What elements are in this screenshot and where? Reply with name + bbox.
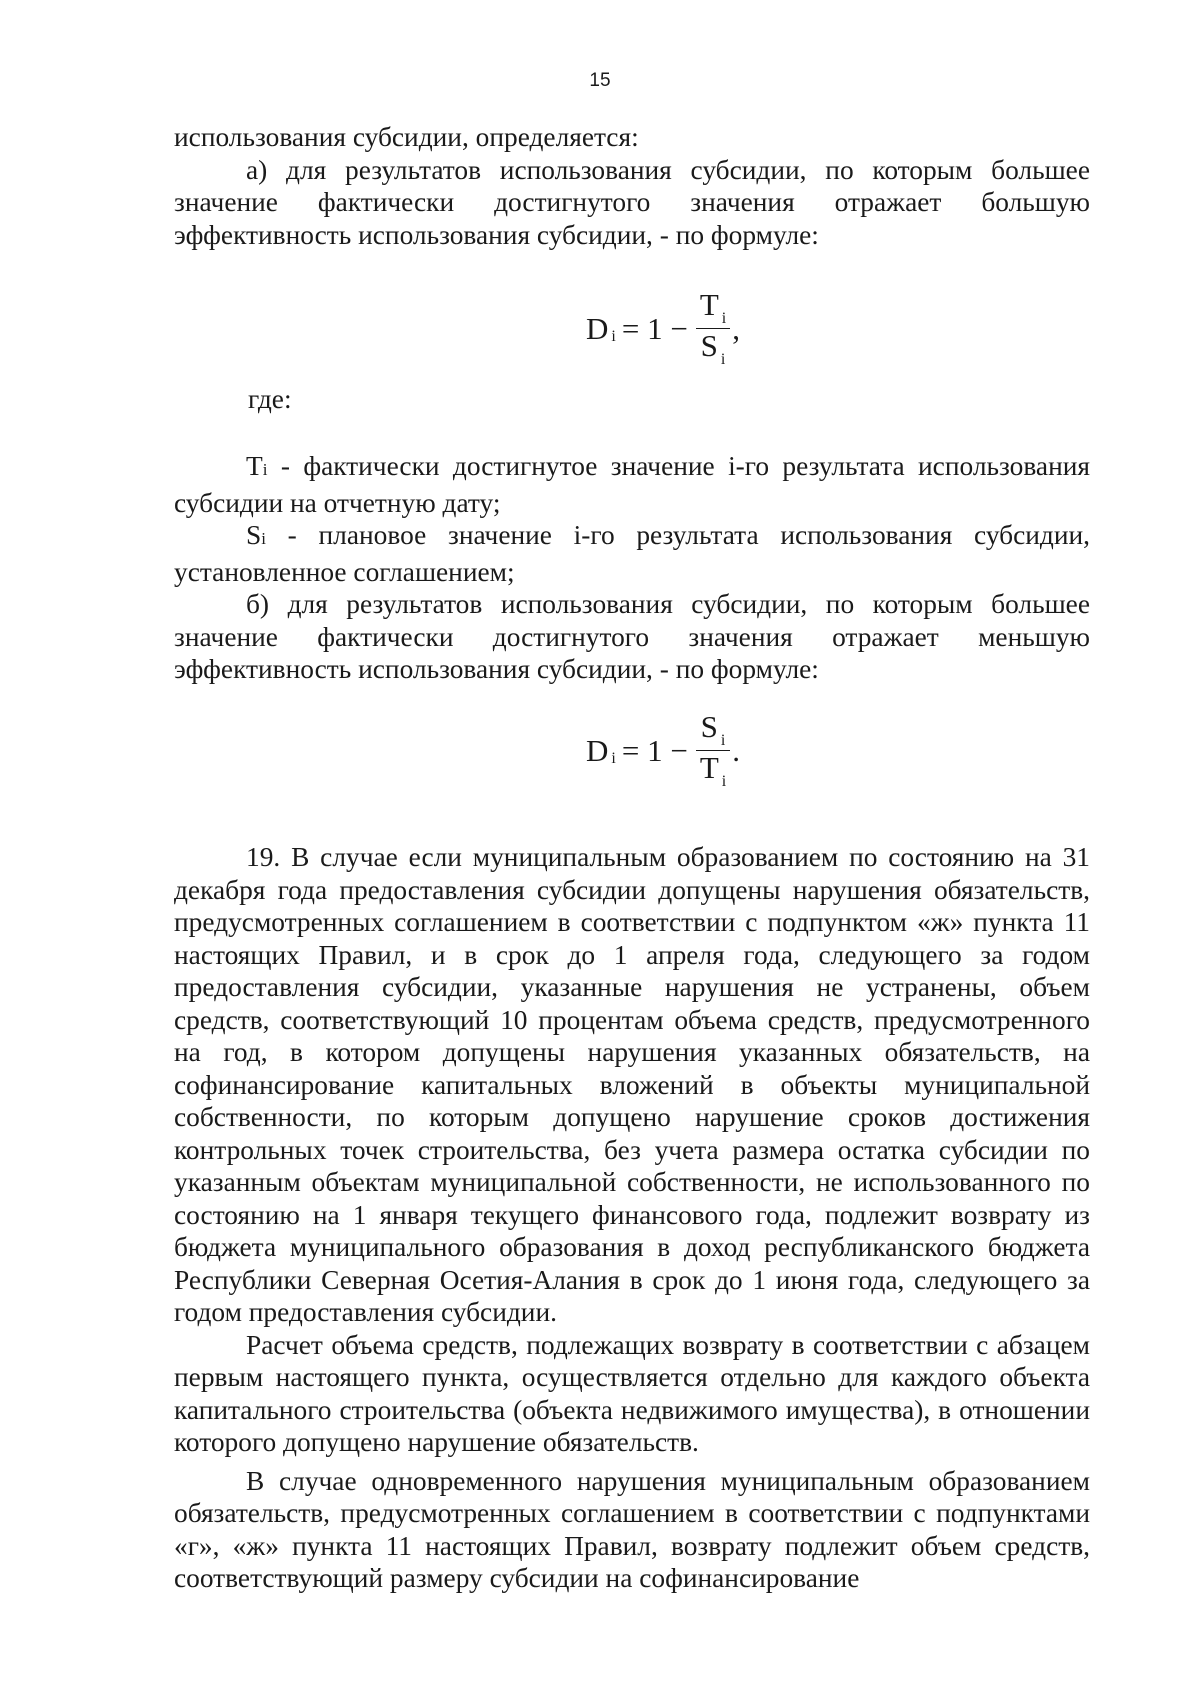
text-block-main [174,841,1090,1595]
formula-1-fraction [696,288,730,369]
text-block-top [174,121,1090,251]
formula-2-numerator: S $_i$ [700,709,726,749]
definition-t-text: - фактически достигнутое значение i-го результата использования субсидии на отчетную дату; [174,451,1090,518]
definition-s [174,519,1090,588]
formula-2-eq: = 1 − [621,732,688,768]
definition-s-symbol: S [246,520,262,550]
where-label: где: [248,384,292,414]
formula-1-tail: , [732,310,740,346]
page-number: 15 [589,70,611,91]
definition-t-sub: i [262,460,268,479]
formula-2-lhs-sub: i [611,749,616,767]
formula-1-lhs-sub: i [611,327,616,345]
definition-t-symbol: T [246,451,263,481]
formula-2-lhs: D [586,732,609,768]
paragraph-simultaneous: В случае одновременного нарушения муниципальным образованием обязательств, предусмотренных соглашением в соответствии с подпунктами «г», «ж» пункта 11 настоящих Правил, возврату подлежит объем средств, соответствующий размеру субсидии на софинансирование [174,1465,1090,1593]
formula-1-denominator: S $_i$ [700,328,726,368]
definition-s-sub: i [261,529,266,548]
paragraph-item-b: б) для результатов использования субсидии, по которым большее значение фактически достигнутого значения отражает меньшую эффективность использования субсидии, - по формуле: [174,589,1090,684]
paragraph-19: 19. В случае если муниципальным образованием по состоянию на 31 декабря года предоставления субсидии допущены нарушения обязательств, предусмотренных соглашением в соответствии с подпунктом «ж» пункта 11 настоящих Правил, и в срок до 1 апреля года, следующего за годом предоставления субсидии, указанные нарушения не устранены, объем средств, соответствующий 10 процентам объема средств, предусмотренного на год, в котором допущены нарушения указанных обязательств, на софинансирование капитальных вложений в объекты муниципальной собственности, по которым допущено нарушение сроков достижения контрольных точек строительства, без учета размера остатка субсидии по указанным объектам муниципальной собственности, не использованного по состоянию на 1 января текущего финансового года, подлежит возврату из бюджета муниципального образования в доход республиканского бюджета Республики Северная Осетия-Алания в срок до 1 июня года, следующего за годом предоставления субсидии. [174,842,1090,1327]
formula-1-lhs: D [586,310,609,346]
formula-1-numerator: T $_i$ [699,287,727,327]
formula-1-eq: = 1 − [621,310,688,346]
paragraph-intro: использования субсидии, определяется: [174,122,639,152]
formula-2 [586,710,740,791]
formula-1 [586,288,740,369]
definition-t [174,450,1090,519]
paragraph-calculation: Расчет объема средств, подлежащих возврату в соответствии с абзацем первым настоящего пункта, осуществляется отдельно для каждого объекта капитального строительства (объекта недвижимого имущества), в отношении которого допущено нарушение обязательств. [174,1329,1090,1457]
text-block-definitions [174,450,1090,686]
formula-2-denominator: T $_i$ [699,750,727,790]
formula-2-fraction [696,710,730,791]
definition-s-text: - плановое значение i-го результата использования субсидии, установленное соглашением; [174,520,1090,587]
formula-2-tail: . [732,732,740,768]
paragraph-item-a: а) для результатов использования субсидии, по которым большее значение фактически достигнутого значения отражает большую эффективность использования субсидии, - по формуле: [174,154,1090,250]
